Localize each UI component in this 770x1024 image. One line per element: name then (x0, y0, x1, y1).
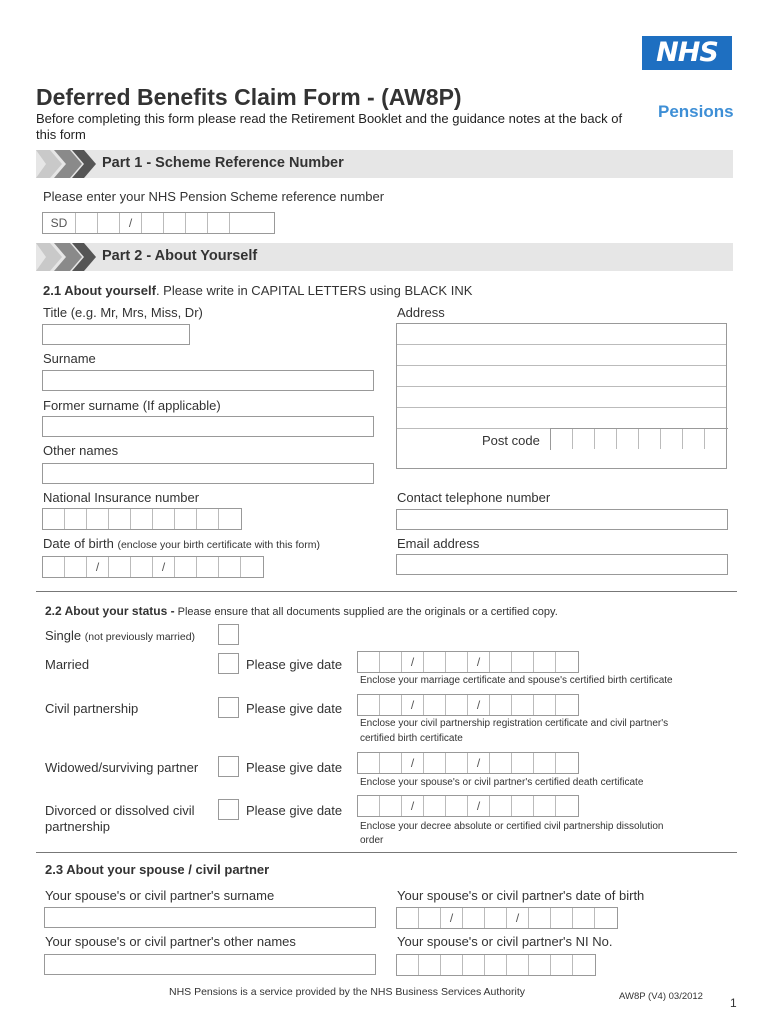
other-names-label: Other names (43, 443, 119, 458)
postcode-input[interactable] (550, 428, 728, 450)
divorced-date-input[interactable] (357, 795, 579, 817)
part2-header-bar (36, 243, 733, 271)
civil-date-input[interactable] (357, 694, 579, 716)
slash-separator: / (468, 796, 490, 816)
nhs-logo: NHS (642, 36, 732, 70)
civil-note-line2: certified birth certificate (360, 733, 463, 744)
slash-separator: / (402, 695, 424, 715)
civil-partnership-label: Civil partnership (45, 701, 139, 716)
phone-input[interactable] (396, 509, 728, 530)
divider (36, 591, 737, 592)
divorced-note-line1: Enclose your decree absolute or certified civil partnership dissolution (360, 821, 664, 832)
slash-separator: / (468, 652, 490, 672)
spouse-dob-input[interactable] (396, 907, 618, 929)
slash-separator: / (120, 213, 142, 233)
email-label: Email address (397, 536, 480, 551)
section-2-3-heading: 2.3 About your spouse / civil partner (45, 862, 270, 877)
ni-number-input[interactable] (42, 508, 242, 530)
civil-date-label: Please give date (246, 701, 343, 716)
former-surname-input[interactable] (42, 416, 374, 437)
spouse-ni-label: Your spouse's or civil partner's NI No. (397, 934, 613, 949)
form-intro: Before completing this form please read the Retirement Booklet and the guidance notes at the back of this form (36, 111, 623, 142)
section-2-2-heading: 2.2 About your status - Please ensure that all documents supplied are the originals or a certified copy. (45, 604, 558, 618)
single-label: Single (not previously married) (45, 628, 196, 643)
divorced-label-line1: Divorced or dissolved civil (45, 803, 195, 818)
spouse-surname-label: Your spouse's or civil partner's surname (45, 888, 275, 903)
divider (36, 852, 737, 853)
footer-form-code: AW8P (V4) 03/2012 (619, 991, 703, 1002)
form-title: Deferred Benefits Claim Form - (AW8P) (36, 84, 462, 110)
spouse-other-names-label: Your spouse's or civil partner's other names (45, 934, 296, 949)
scheme-ref-input[interactable] (42, 212, 275, 234)
former-surname-label: Former surname (If applicable) (43, 398, 221, 413)
widowed-label: Widowed/surviving partner (45, 760, 199, 775)
title-input[interactable] (42, 324, 190, 345)
part1-header-bar (36, 150, 733, 178)
widowed-date-input[interactable] (357, 752, 579, 774)
slash-separator: / (402, 796, 424, 816)
divorced-label-line2: partnership (45, 819, 111, 834)
slash-separator: / (441, 908, 463, 928)
divorced-checkbox[interactable] (218, 799, 239, 820)
other-names-input[interactable] (42, 463, 374, 484)
married-checkbox[interactable] (218, 653, 239, 674)
single-checkbox[interactable] (218, 624, 239, 645)
section-2-1-heading: 2.1 About yourself. Please write in CAPITAL LETTERS using BLACK INK (43, 283, 473, 298)
civil-note-line1: Enclose your civil partnership registration certificate and civil partner's (360, 718, 669, 729)
postcode-label: Post code (482, 433, 540, 448)
married-label: Married (45, 657, 90, 672)
phone-label: Contact telephone number (397, 490, 551, 505)
slash-separator: / (402, 753, 424, 773)
chevron-arrows-icon (36, 243, 96, 271)
slash-separator: / (507, 908, 529, 928)
spouse-other-names-input[interactable] (44, 954, 376, 975)
divorced-date-label: Please give date (246, 803, 343, 818)
ni-number-label: National Insurance number (43, 490, 200, 505)
civil-partnership-checkbox[interactable] (218, 697, 239, 718)
widowed-checkbox[interactable] (218, 756, 239, 777)
slash-separator: / (87, 557, 109, 577)
scheme-ref-prefix: SD (43, 213, 76, 233)
slash-separator: / (468, 695, 490, 715)
scheme-ref-prompt: Please enter your NHS Pension Scheme reference number (43, 189, 385, 204)
address-input[interactable] (396, 323, 727, 469)
email-input[interactable] (396, 554, 728, 575)
dob-input[interactable] (42, 556, 264, 578)
footer-service-text: NHS Pensions is a service provided by the NHS Business Services Authority (169, 986, 525, 998)
spouse-surname-input[interactable] (44, 907, 376, 928)
part1-heading: Part 1 - Scheme Reference Number (102, 155, 344, 171)
page-number: 1 (730, 996, 737, 1010)
widowed-note: Enclose your spouse's or civil partner's certified death certificate (360, 777, 644, 788)
slash-separator: / (468, 753, 490, 773)
widowed-date-label: Please give date (246, 760, 343, 775)
married-note: Enclose your marriage certificate and spouse's certified birth certificate (360, 675, 673, 686)
chevron-arrows-icon (36, 150, 96, 178)
slash-separator: / (402, 652, 424, 672)
married-date-label: Please give date (246, 657, 343, 672)
slash-separator: / (153, 557, 175, 577)
title-label: Title (e.g. Mr, Mrs, Miss, Dr) (43, 305, 203, 320)
spouse-ni-input[interactable] (396, 954, 596, 976)
married-date-input[interactable] (357, 651, 579, 673)
part2-heading: Part 2 - About Yourself (102, 248, 258, 264)
dob-label: Date of birth (enclose your birth certificate with this form) (43, 536, 320, 551)
spouse-dob-label: Your spouse's or civil partner's date of birth (397, 888, 645, 903)
pensions-brand: Pensions (658, 102, 734, 121)
surname-input[interactable] (42, 370, 374, 391)
address-label: Address (397, 305, 445, 320)
divorced-note-line2: order (360, 835, 384, 846)
surname-label: Surname (43, 351, 96, 366)
